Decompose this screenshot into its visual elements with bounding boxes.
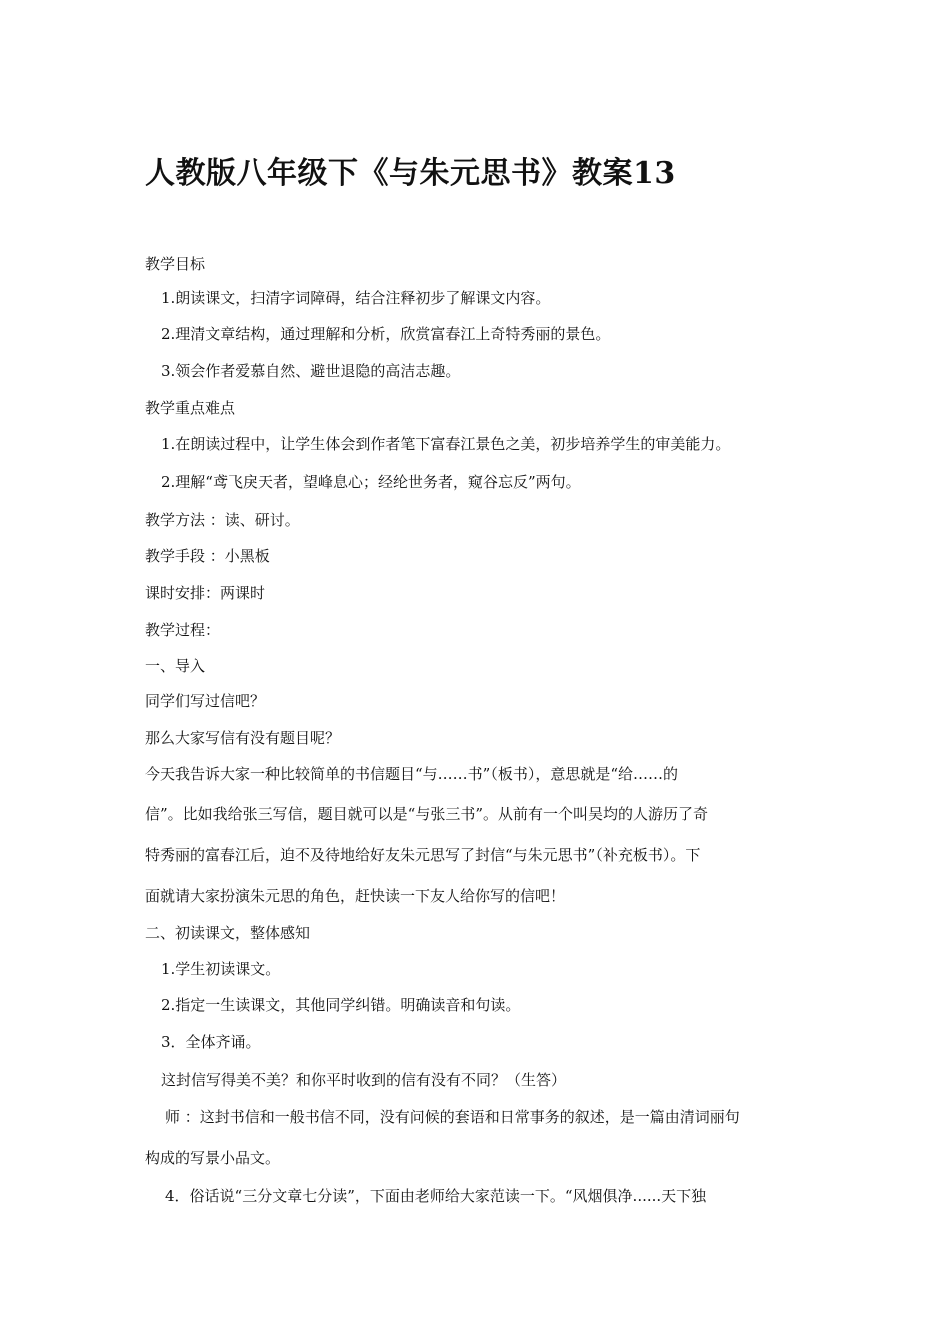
paragraph-line: 构成的写景小品文。 [145, 1149, 281, 1167]
paragraph-line: 这封信写得美不美？和你平时收到的信有没有不同？（生答） [161, 1071, 567, 1089]
class-schedule: 课时安排：两课时 [145, 584, 266, 602]
section-heading-process: 教学过程： [145, 621, 221, 639]
teaching-tools: 教学手段 ：小黑板 [145, 547, 270, 565]
step-heading-first-reading: 二、初读课文，整体感知 [145, 924, 311, 942]
reading-item-1: 1.学生初读课文。 [161, 960, 281, 978]
reading-item-2: 2.指定一生读课文，其他同学纠错。明确读音和句读。 [161, 996, 521, 1014]
document-title: 人教版八年级下《与朱元思书》教案13 [145, 156, 676, 191]
paragraph-line: 信”。比如我给张三写信，题目就可以是“与张三书”。从前有一个叫吴均的人游历了奇 [145, 805, 709, 823]
reading-item-3: 3．全体齐诵。 [161, 1033, 261, 1051]
key-point-item-1: 1.在朗读过程中，让学生体会到作者笔下富春江景色之美，初步培养学生的审美能力。 [161, 435, 731, 453]
step-heading-intro: 一、导入 [145, 657, 206, 675]
paragraph-line: 同学们写过信吧？ [145, 692, 266, 710]
paragraph-line: 师 ：这封书信和一般书信不同，没有问候的套语和日常事务的叙述，是一篇由清词丽句 [165, 1108, 740, 1126]
paragraph-line: 今天我告诉大家一种比较简单的书信题目“与……书”（板书），意思就是“给……的 [145, 765, 679, 783]
paragraph-line: 特秀丽的富春江后，迫不及待地给好友朱元思写了封信“与朱元思书”（补充板书）。下 [145, 846, 701, 864]
section-heading-key-points: 教学重点难点 [145, 399, 236, 417]
objective-item-1: 1.朗读课文，扫清字词障碍，结合注释初步了解课文内容。 [161, 289, 551, 307]
paragraph-line: 面就请大家扮演朱元思的角色，赶快读一下友人给你写的信吧！ [145, 887, 566, 905]
section-heading-objectives: 教学目标 [145, 255, 206, 273]
teaching-method: 教学方法 ：读、研讨。 [145, 511, 300, 529]
key-point-item-2: 2.理解“鸢飞戾天者，望峰息心；经纶世务者，窥谷忘反”两句。 [161, 473, 581, 491]
objective-item-2: 2.理清文章结构，通过理解和分析，欣赏富春江上奇特秀丽的景色。 [161, 325, 611, 343]
objective-item-3: 3.领会作者爱慕自然、避世退隐的高洁志趣。 [161, 362, 461, 380]
reading-item-4: 4．俗话说“三分文章七分读”，下面由老师给大家范读一下。“风烟俱净......天下独 [165, 1187, 707, 1205]
paragraph-line: 那么大家写信有没有题目呢？ [145, 729, 341, 747]
